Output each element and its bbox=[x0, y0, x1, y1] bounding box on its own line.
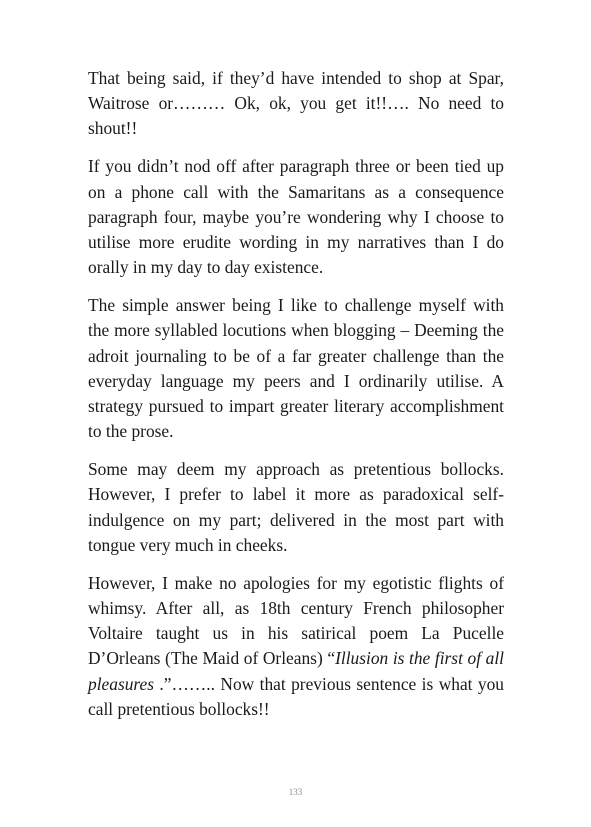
paragraph-5 bbox=[88, 571, 504, 722]
paragraph-3: The simple answer being I like to challenge myself with the more syllabled locutions when blogging – Deeming the adroit journaling to be of a far greater challenge than the everyday language my peers and I ordinarily utilise. A strategy pursued to impart greater literary accomplishment to the prose. bbox=[88, 295, 504, 442]
body-text bbox=[88, 66, 504, 722]
paragraph-1: That being said, if they’d have intended to shop at Spar, Waitrose or……… Ok, ok, you get it!!…. No need to shout!! bbox=[88, 68, 504, 139]
paragraph-2: If you didn’t nod off after paragraph three or been tied up on a phone call with the Samaritans as a consequence paragraph four, maybe you’re wondering why I choose to utilise more erudite wording in my narratives than I do orally in my day to day existence. bbox=[88, 156, 504, 278]
voltaire-quote: Illusion is the first of all pleasures bbox=[88, 648, 504, 694]
paragraph-4: Some may deem my approach as pretentious bollocks. However, I prefer to label it more as paradoxical self-indulgence on my part; delivered in the most part with tongue very much in cheeks. bbox=[88, 459, 504, 555]
paragraph-5-tail: .”…….. Now that previous sentence is what you call pretentious bollocks!! bbox=[88, 673, 504, 719]
page-number: 133 bbox=[288, 787, 303, 797]
paragraph-5-lead: However, I make no apologies for my egotistic flights of whimsy. After all, as 18th century French philosopher Voltaire taught us in his satirical poem La Pucelle D’Orleans (The Maid of Orleans) “ bbox=[88, 572, 504, 669]
